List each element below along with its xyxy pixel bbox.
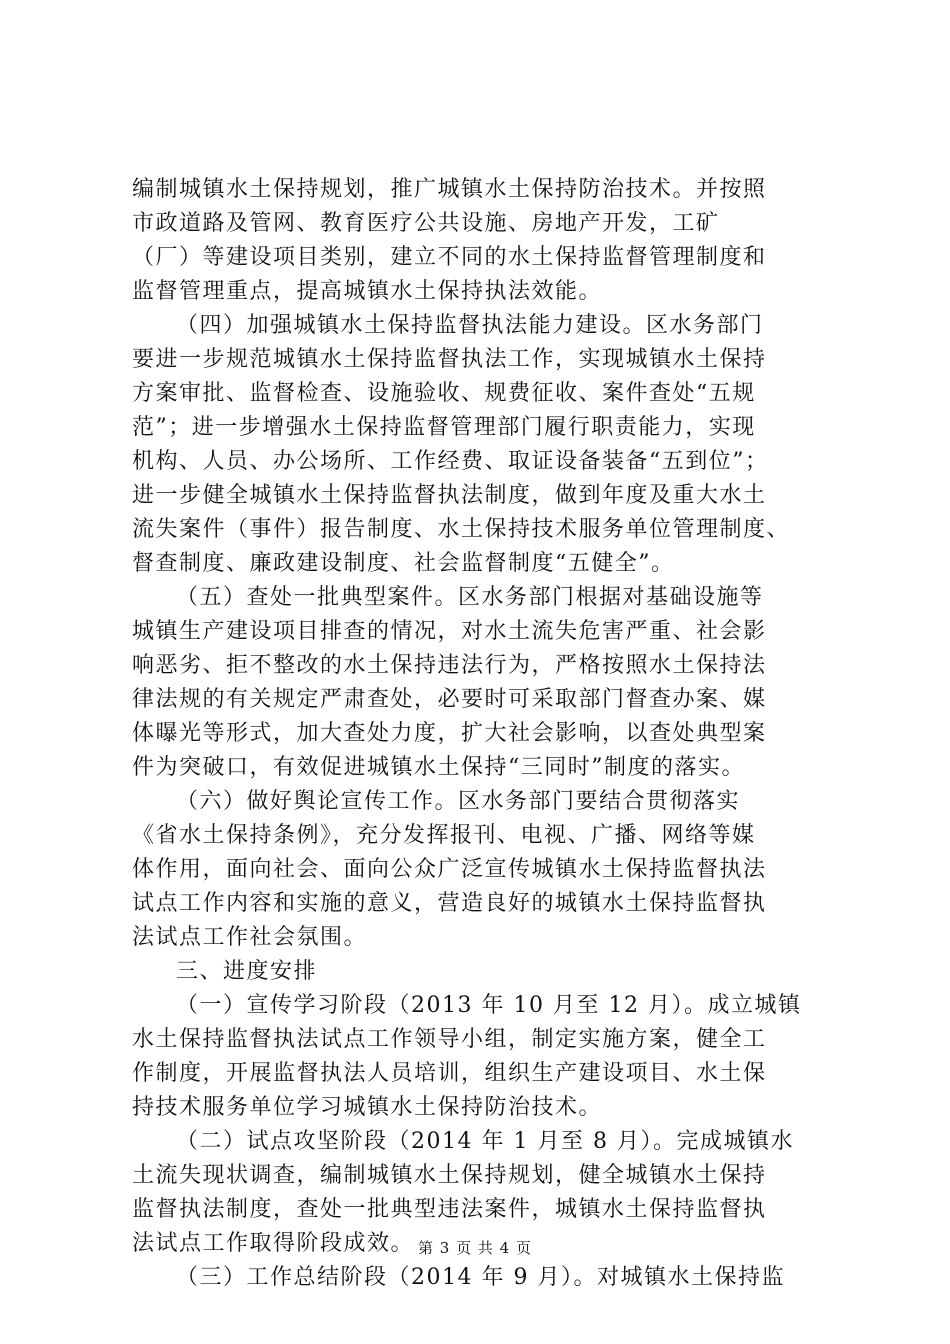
- text-line: 响恶劣、拒不整改的水土保持违法行为，严格按照水土保持法: [132, 653, 767, 678]
- text-line: 机构、人员、办公场所、工作经费、取证设备装备“五到位”；: [132, 449, 769, 474]
- text-line: 土流失现状调查，编制城镇水土保持规划，健全城镇水土保持: [132, 1163, 767, 1188]
- paragraph-start-line: （五）查处一批典型案件。区水务部门根据对基础设施等: [176, 585, 764, 610]
- document-body: [132, 173, 832, 1295]
- text-line: 城镇生产建设项目排查的情况，对水土流失危害严重、社会影: [132, 619, 767, 644]
- text-line: 市政道路及管网、教育医疗公共设施、房地产开发，工矿: [132, 211, 720, 236]
- paragraph-start-line: （三）工作总结阶段（2014 年 9 月）。对城镇水土保持监: [176, 1265, 785, 1290]
- text-line: （厂）等建设项目类别，建立不同的水土保持监督管理制度和: [132, 245, 767, 270]
- text-line: 体作用，面向社会、面向公众广泛宣传城镇水土保持监督执法: [132, 857, 767, 882]
- text-line: 法试点工作取得阶段成效。: [132, 1231, 415, 1256]
- text-line: 件为突破口，有效促进城镇水土保持“三同时”制度的落实。: [132, 755, 745, 780]
- text-line: 《省水土保持条例》，充分发挥报刊、电视、广播、网络等媒: [132, 823, 756, 848]
- paragraph-start-line: （一）宣传学习阶段（2013 年 10 月至 12 月）。成立城镇: [176, 993, 802, 1018]
- text-line: 范”；进一步增强水土保持监督管理部门履行职责能力，实现: [132, 415, 756, 440]
- text-line: 律法规的有关规定严肃查处，必要时可采取部门督查办案、媒: [132, 687, 767, 712]
- text-line: 编制城镇水土保持规划，推广城镇水土保持防治技术。并按照: [132, 177, 767, 202]
- text-line: 进一步健全城镇水土保持监督执法制度，做到年度及重大水土: [132, 483, 767, 508]
- paragraph-start-line: （六）做好舆论宣传工作。区水务部门要结合贯彻落实: [176, 789, 741, 814]
- text-line: 监督执法制度，查处一批典型违法案件，城镇水土保持监督执: [132, 1197, 767, 1222]
- section-heading: 三、进度安排: [176, 959, 318, 984]
- text-line: 方案审批、监督检查、设施验收、规费征收、案件查处“五规: [132, 381, 756, 406]
- text-line: 流失案件（事件）报告制度、水土保持技术服务单位管理制度、: [132, 517, 791, 542]
- text-line: 水土保持监督执法试点工作领导小组，制定实施方案，健全工: [132, 1027, 767, 1052]
- page-number-footer: 第 3 页 共 4 页: [418, 1239, 532, 1257]
- paragraph-start-line: （二）试点攻坚阶段（2014 年 1 月至 8 月）。完成城镇水: [176, 1129, 794, 1154]
- text-line: 持技术服务单位学习城镇水土保持防治技术。: [132, 1095, 603, 1120]
- text-line: 监督管理重点，提高城镇水土保持执法效能。: [132, 279, 603, 304]
- text-line: 督查制度、廉政建设制度、社会监督制度“五健全”。: [132, 551, 675, 576]
- text-line: 体曝光等形式，加大查处力度，扩大社会影响，以查处典型案: [132, 721, 767, 746]
- paragraph-start-line: （四）加强城镇水土保持监督执法能力建设。区水务部门: [176, 313, 764, 338]
- text-line: 要进一步规范城镇水土保持监督执法工作，实现城镇水土保持: [132, 347, 767, 372]
- text-line: 法试点工作社会氛围。: [132, 925, 368, 950]
- text-line: 试点工作内容和实施的意义，营造良好的城镇水土保持监督执: [132, 891, 767, 916]
- text-line: 作制度，开展监督执法人员培训，组织生产建设项目、水土保: [132, 1061, 767, 1086]
